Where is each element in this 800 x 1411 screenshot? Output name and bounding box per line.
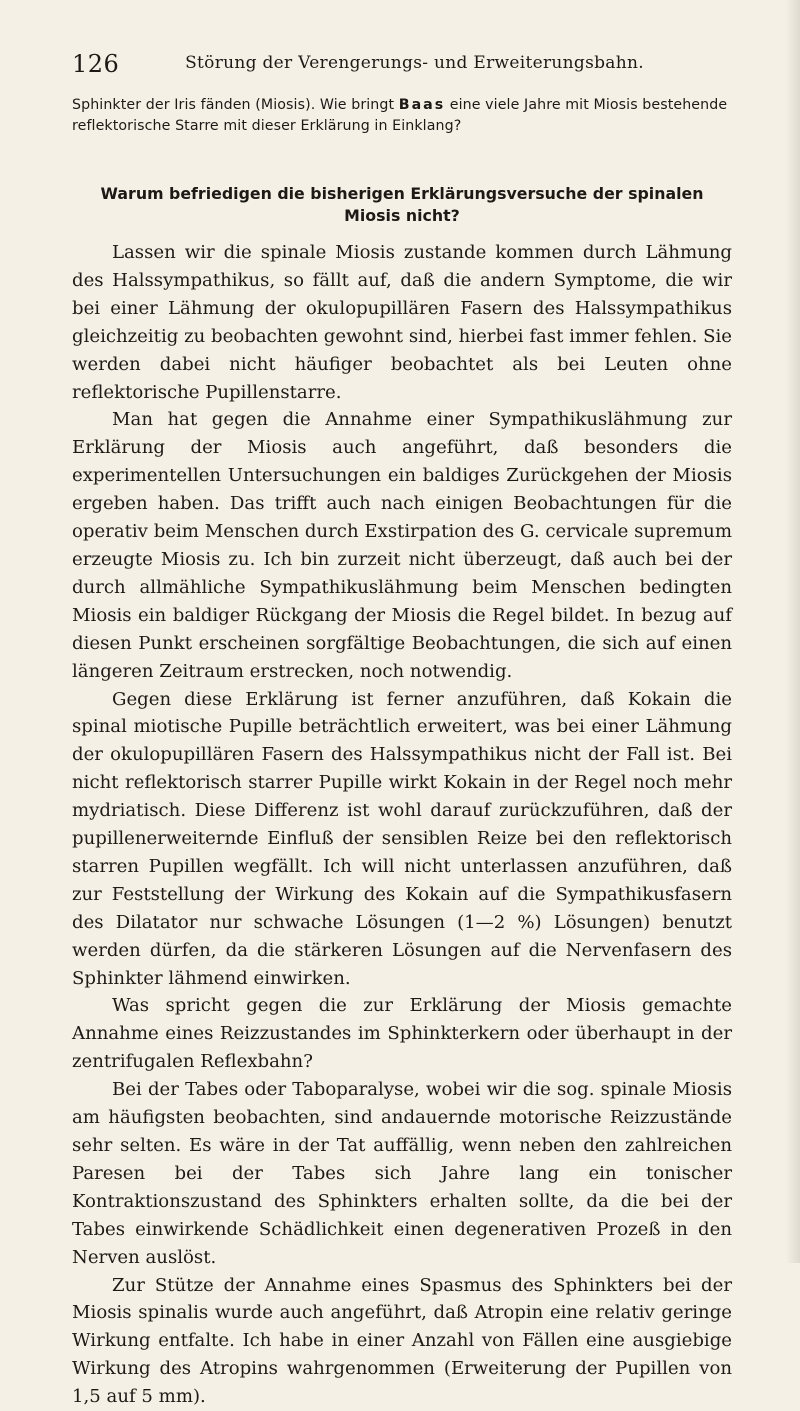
section-heading: Warum befriedigen die bisherigen Erklärungsversuche der spinalen Miosis nicht? [100,184,704,225]
paragraph-5: Bei der Tabes oder Taboparalyse, wobei wir die sog. spinale Miosis am häufigsten beobachten, sind andauernde motorische Reizzustände sehr selten. Es wäre in der Tat auffällig, wenn neben den zahlreichen Paresen bei der Tabes sich Jahre lang ein tonischer Kontraktionszustand des Sphinkters erhalten sollte, da die bei der Tabes einwirkende Schädlichkeit einen degenerativen Prozeß in den Nerven auslöst. [72,1079,732,1268]
running-title: Störung der Verengerungs- und Erweiterungsbahn. [185,53,644,73]
body-text [72,239,732,1411]
paragraph-1: Lassen wir die spinale Miosis zustande kommen durch Lähmung des Halssympathikus, so fällt auf, daß die andern Symptome, die wir bei einer Lähmung der okulopupillären Fasern des Halssympathikus gleichzeitig zu beobachten gewohnt sind, hierbei fast immer fehlen. Sie werden dabei nicht häufiger beobachtet als bei Leuten ohne reflektorische Pupillenstarre. [72,242,732,403]
paragraph-4: Was spricht gegen die zur Erklärung der Miosis gemachte Annahme eines Reizzustandes im Sphinkterkern oder überhaupt in der zentrifugalen Reflexbahn? [72,995,732,1073]
running-head [72,50,727,80]
author-name: Baas [398,97,446,113]
paragraph-2: Man hat gegen die Annahme einer Sympathikuslähmung zur Erklärung der Miosis auch angeführt, daß besonders die experimentellen Untersuchungen ein baldiges Zurückgehen der Miosis ergeben haben. Das trifft auch nach einigen Beobachtungen für die operativ beim Menschen durch Exstirpation des G. cervicale supremum erzeugte Miosis zu. Ich bin zurzeit nicht überzeugt, daß auch bei der durch allmähliche Sympathikuslähmung beim Menschen bedingten Miosis ein baldiger Rückgang der Miosis die Regel bildet. In bezug auf diesen Punkt erscheinen sorgfältige Beobachtungen, die sich auf einen längeren Zeitraum erstrecken, noch notwendig. [72,409,732,682]
paragraph-6: Zur Stütze der Annahme eines Spasmus des Sphinkters bei der Miosis spinalis wurde auch angeführt, daß Atropin eine relativ geringe Wirkung entfalte. Ich habe in einer Anzahl von Fällen eine ausgiebige Wirkung des Atropins wahrgenommen (Erweiterung der Pupillen von 1,5 auf 5 mm). [72,1274,732,1408]
intro-text-start: Sphinkter der Iris fänden (Miosis). Wie bringt [72,97,399,113]
paragraph-3: Gegen diese Erklärung ist ferner anzuführen, daß Kokain die spinal miotische Pupille beträchtlich erweitert, was bei einer Lähmung der okulopupillären Fasern des Halssympathikus nicht der Fall ist. Bei nicht reflektorisch starrer Pupille wirkt Kokain in der Regel noch mehr mydriatisch. Diese Differenz ist wohl darauf zurückzuführen, daß der pupillenerweiternde Einfluß der sensiblen Reize bei den reflektorisch starren Pupillen wegfällt. Ich will nicht unterlassen anzuführen, daß zur Feststellung der Wirkung des Kokain auf die Sympathikusfasern des Dilatator nur schwache Lösungen (1—2 %) Lösungen) benutzt werden dürfen, da die stärkeren Lösungen auf die Nervenfasern des Sphinkter lähmend einwirken. [72,688,732,989]
intro-paragraph [72,95,730,137]
page-edge-shadow [786,0,800,1263]
page-number: 126 [72,50,120,78]
intro-text-end: eine viele Jahre mit Miosis bestehende reflektorische Starre mit dieser Erklärung in Einklang? [72,97,728,134]
